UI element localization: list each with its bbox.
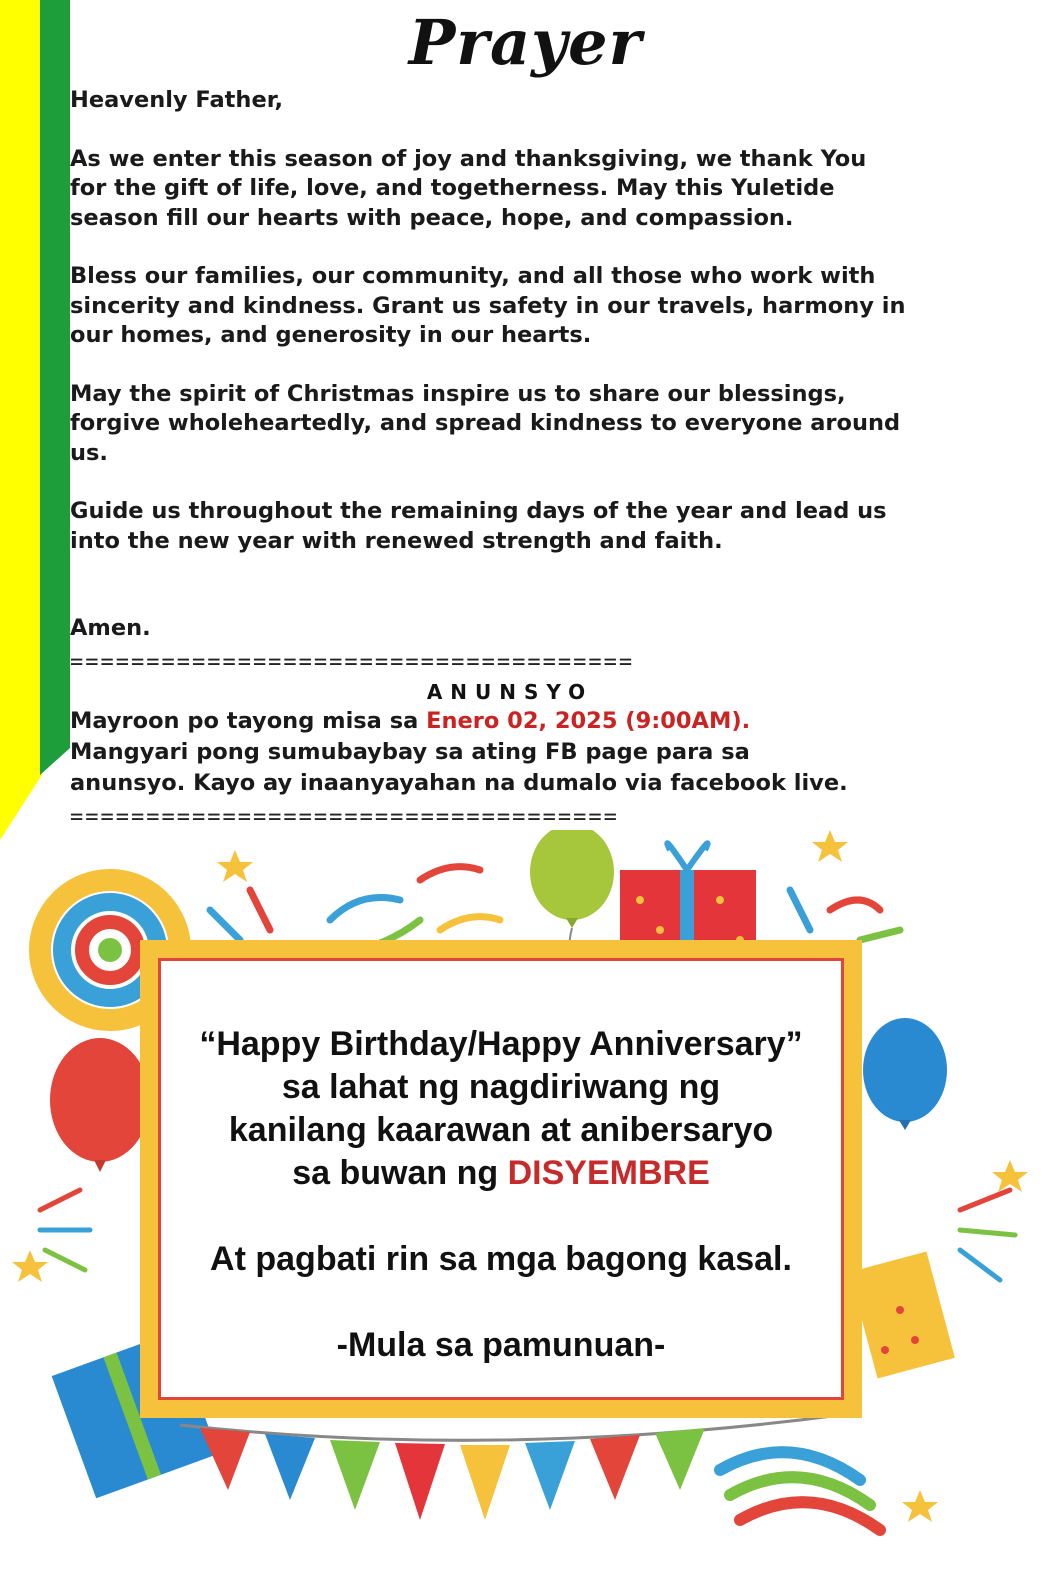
gift-box-right-icon <box>849 1252 955 1379</box>
prayer-line: As we enter this season of joy and thanksgiving, we thank You <box>70 145 867 172</box>
prayer-line: our homes, and generosity in our hearts. <box>70 322 592 348</box>
side-stripe-decoration <box>0 0 72 840</box>
blue-balloon-icon <box>863 1018 947 1130</box>
greeting-line: kanilang kaarawan at anibersaryo <box>228 1111 774 1149</box>
announcement-body <box>70 706 970 799</box>
greeting-line <box>161 1152 841 1195</box>
greeting-line: sa lahat ng nagdiriwang ng <box>281 1068 721 1106</box>
announcement-text: Mayroon po tayong misa sa <box>70 708 427 734</box>
greeting-line: “Happy Birthday/Happy Anniversary” <box>199 1025 803 1063</box>
pennant-banner-icon <box>180 1415 840 1520</box>
greeting-card <box>158 958 844 1400</box>
announcement-heading: ANUNSYO <box>426 680 594 704</box>
prayer-line: forgive wholeheartedly, and spread kindness to everyone around <box>70 410 901 436</box>
prayer-closing: Amen. <box>70 615 151 641</box>
prayer-line: us. <box>70 439 108 466</box>
prayer-text <box>70 86 954 644</box>
divider-top: ===================================== <box>70 650 635 675</box>
red-balloon-icon <box>50 1038 150 1172</box>
prayer-line: for the gift of life, love, and togetherness. May this Yuletide <box>70 175 835 201</box>
prayer-line: Bless our families, our community, and all those who work with <box>70 263 876 289</box>
prayer-line: Guide us throughout the remaining days of the year and lead us <box>70 498 887 524</box>
announcement-line-3: anunsyo. Kayo ay inaanyayahan na dumalo via facebook live. <box>70 770 848 796</box>
divider-bottom: ==================================== <box>70 805 619 830</box>
month-highlight: DISYEMBRE <box>507 1154 710 1192</box>
announcement-line-1 <box>70 706 970 737</box>
greeting-line: At pagbati rin sa mga bagong kasal. <box>210 1240 792 1278</box>
greeting-text: sa buwan ng <box>292 1154 508 1192</box>
announcement-line-2: Mangyari pong sumubaybay sa ating FB page para sa <box>70 739 750 765</box>
mass-date-highlight: Enero 02, 2025 (9:00AM). <box>426 708 751 734</box>
greeting-signature: -Mula sa pamunuan- <box>336 1326 666 1364</box>
prayer-line: sincerity and kindness. Grant us safety in our travels, harmony in <box>70 292 906 319</box>
green-stripe <box>40 0 70 775</box>
prayer-line: May the spirit of Christmas inspire us to share our blessings, <box>70 380 846 407</box>
greeting-frame <box>140 940 862 1418</box>
prayer-line: into the new year with renewed strength and faith. <box>70 527 723 554</box>
yellow-stripe <box>0 0 42 840</box>
page-title: Prayer <box>408 6 643 79</box>
prayer-line: season fill our hearts with peace, hope, and compassion. <box>70 204 794 231</box>
streamer-icon <box>720 1452 880 1530</box>
prayer-salutation: Heavenly Father, <box>70 87 284 113</box>
